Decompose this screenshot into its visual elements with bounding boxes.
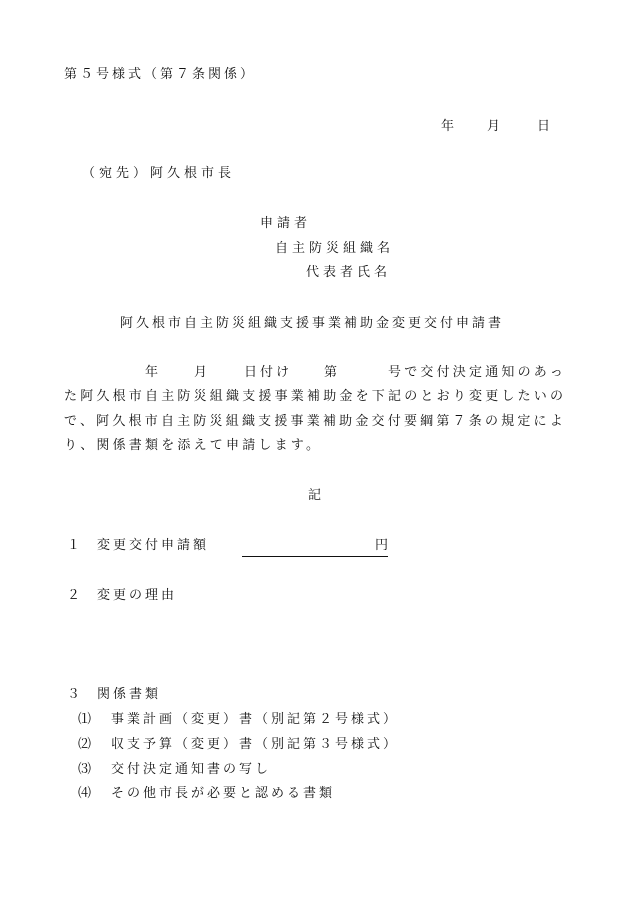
amount-field: [242, 537, 388, 557]
body-dated: 日付け: [244, 365, 293, 380]
doc-item-number: ⑴: [78, 712, 92, 727]
note-heading: 記: [308, 488, 322, 503]
item2-number: ２: [67, 588, 81, 603]
date-month: 月: [487, 119, 501, 134]
amount-unit: 円: [242, 537, 388, 557]
item1-label: 変更交付申請額: [97, 538, 210, 553]
body-line2: た阿久根市自主防災組織支援事業補助金を下記のとおり変更したいの: [64, 389, 567, 404]
item3-number: ３: [67, 687, 81, 702]
doc-item-number: ⑵: [78, 737, 92, 752]
addressee: （宛先）阿久根市長: [82, 166, 236, 181]
body-year: 年: [145, 365, 159, 380]
doc-item-text: 事業計画（変更）書（別記第２号様式）: [111, 712, 400, 727]
doc-item-text: 交付決定通知書の写し: [111, 762, 272, 777]
doc-item-number: ⑶: [78, 762, 92, 777]
doc-item-number: ⑷: [78, 786, 92, 801]
organization-name-label: 自主防災組織名: [275, 241, 395, 256]
body-line1-rest: 号で交付決定通知のあっ: [388, 365, 567, 380]
date-year: 年: [441, 119, 455, 134]
item1-number: １: [67, 538, 81, 553]
date-day: 日: [537, 119, 551, 134]
representative-name-label: 代表者氏名: [306, 265, 392, 280]
body-line4: り、関係書類を添えて申請します。: [64, 438, 323, 453]
item2-label: 変更の理由: [97, 588, 178, 603]
body-number-prefix: 第: [324, 365, 338, 380]
document-title: 阿久根市自主防災組織支援事業補助金変更交付申請書: [120, 316, 505, 331]
applicant-heading: 申請者: [260, 216, 312, 231]
item3-label: 関係書類: [97, 687, 162, 702]
body-line3: で、阿久根市自主防災組織支援事業補助金交付要綱第７条の規定によ: [64, 414, 566, 429]
form-label: 第５号様式（第７条関係）: [64, 67, 257, 82]
doc-item-text: 収支予算（変更）書（別記第３号様式）: [111, 737, 400, 752]
doc-item-text: その他市長が必要と認める書類: [111, 786, 336, 801]
body-month: 月: [194, 365, 208, 380]
